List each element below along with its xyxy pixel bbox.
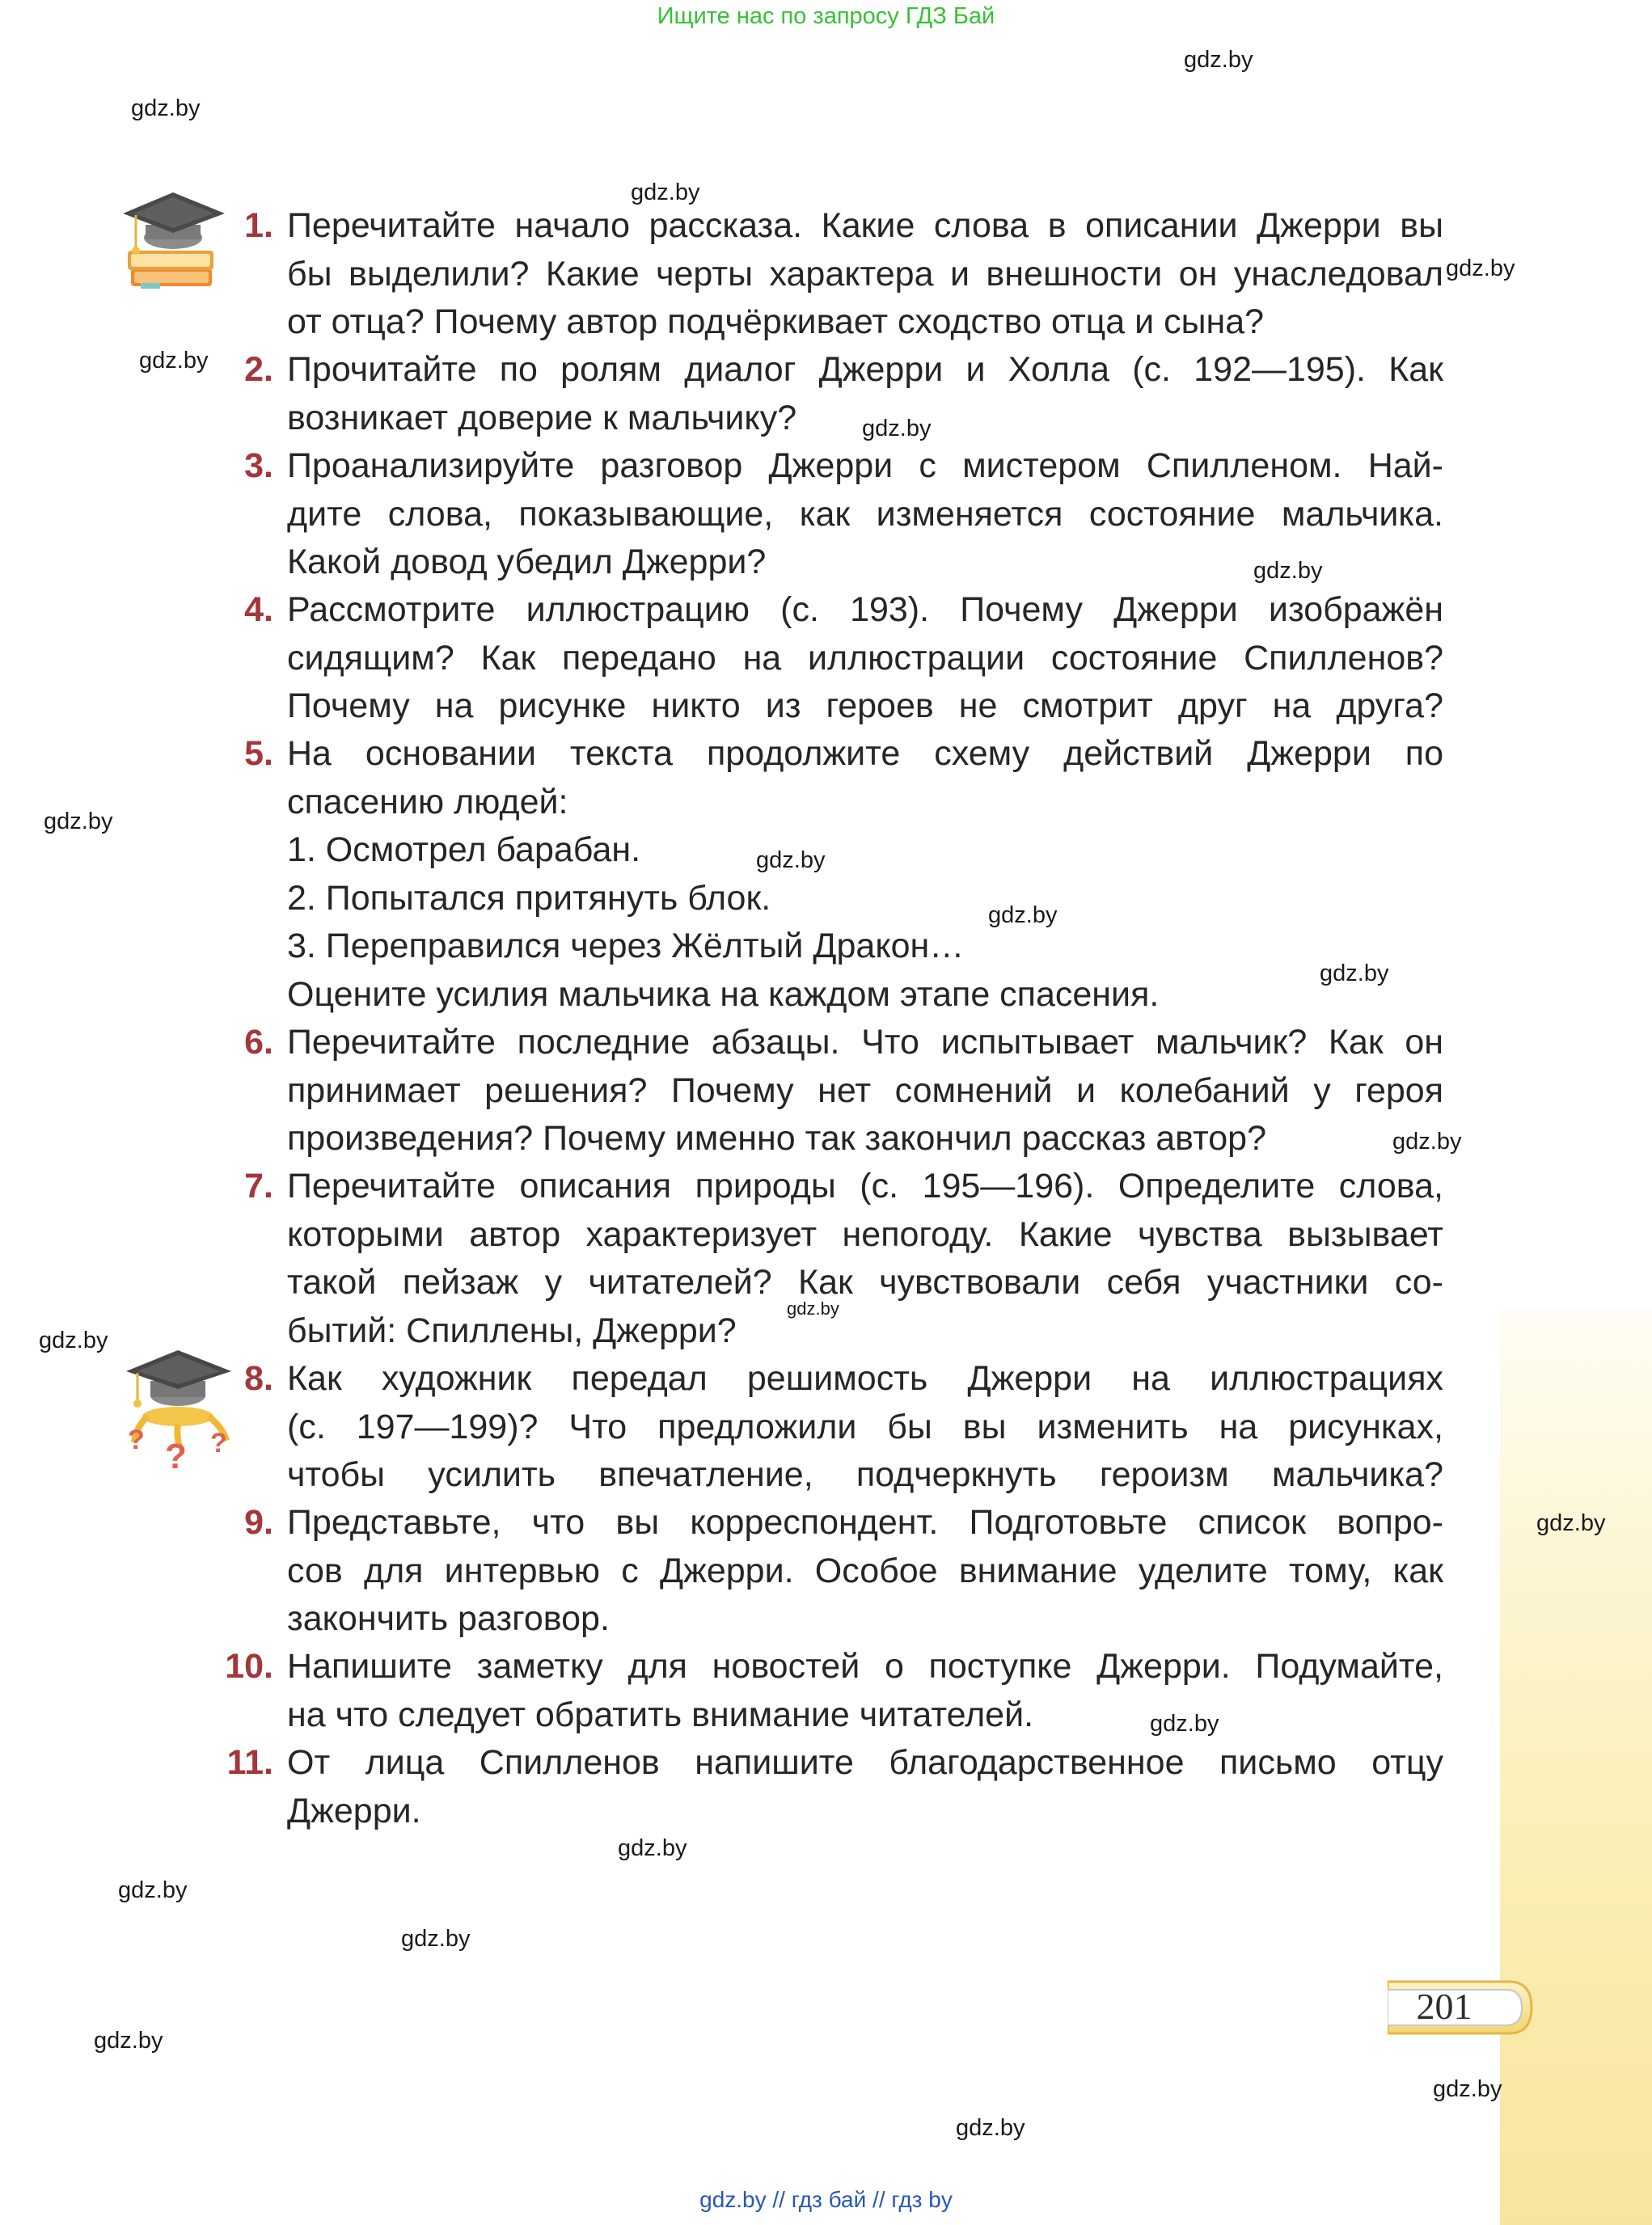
watermark: gdz.by xyxy=(94,2028,163,2054)
question-text: Как художник передал решимость Джерри на иллюстрациях (с. 197—199)? Что предложили бы вы изменить на рисунках, чтобы усилить впечатление, подчеркнуть героизм мальчика? xyxy=(287,1359,1443,1494)
question-number: 1. xyxy=(244,206,273,245)
question-text: Напишите заметку для новостей о поступке Джерри. Подумайте, на что следует обратить внимание читателей. xyxy=(287,1647,1443,1734)
watermark: gdz.by xyxy=(39,1328,108,1353)
question-number: 6. xyxy=(244,1023,273,1062)
watermark: gdz.by xyxy=(787,1298,839,1319)
page-number: 201 xyxy=(1416,1986,1472,2027)
watermark: gdz.by xyxy=(618,1835,687,1861)
watermark: gdz.by xyxy=(756,847,826,873)
watermark: gdz.by xyxy=(1253,558,1323,584)
watermark: gdz.by xyxy=(956,2115,1025,2141)
question-text: Рассмотрите иллюстрацию (с. 193). Почему Джерри изображён сидящим? Как передано на иллюстрации состояние Спилленов? Почему на рисунке никто из героев не смотрит друг на друга? xyxy=(287,590,1443,725)
question-number: 9. xyxy=(244,1503,273,1542)
watermark: gdz.by xyxy=(862,416,932,441)
watermark: gdz.by xyxy=(139,348,209,374)
question-text: Перечитайте последние абзацы. Что испытывает мальчик? Как он принимает решения? Почему нет сомнений и колебаний у героя произведения? Почему именно так закончил рассказ автор? xyxy=(287,1023,1443,1158)
question-text: Проанализируйте разговор Джерри с мистером Спилленом. Най- дите слова, показывающие, как изменяется состояние мальчика. Какой довод убедил Джерри? xyxy=(287,446,1443,581)
question-text: Перечитайте описания природы (с. 195—196). Определите слова, которыми автор характеризует непогоду. Какие чувства вызывает такой пейзаж у читателей? Как чувствовали себя участники со- бытий: Спиллены, Джерри? xyxy=(287,1167,1443,1350)
svg-text:?: ? xyxy=(128,1425,145,1455)
watermark: gdz.by xyxy=(1184,47,1253,73)
question-number: 8. xyxy=(244,1359,273,1398)
watermark: gdz.by xyxy=(1536,1510,1606,1536)
watermark: gdz.by xyxy=(44,809,113,834)
footer-links[interactable]: gdz.by // гдз бай // гдз by xyxy=(699,2187,953,2212)
svg-text:?: ? xyxy=(165,1437,187,1468)
question-text: От лица Спилленов напишите благодарственное письмо отцу Джерри. xyxy=(287,1743,1443,1830)
watermark: gdz.by xyxy=(1433,2076,1502,2102)
watermark: gdz.by xyxy=(1446,255,1515,281)
watermark: gdz.by xyxy=(1150,1711,1219,1737)
watermark: gdz.by xyxy=(118,1877,188,1903)
question-number: 2. xyxy=(244,350,273,389)
question-number: 7. xyxy=(244,1167,273,1205)
side-decor-band xyxy=(1500,1310,1652,2225)
question-number: 10. xyxy=(225,1647,273,1686)
question-number: 5. xyxy=(244,734,273,773)
question-text: Представьте, что вы корреспондент. Подготовьте список вопро- сов для интервью с Джерри. Особое внимание уделите тому, как закончить разговор. xyxy=(287,1503,1443,1638)
watermark: gdz.by xyxy=(1392,1129,1462,1155)
top-banner[interactable]: Ищите нас по запросу ГДЗ Бай xyxy=(657,3,995,29)
question-text: На основании текста продолжите схему действий Джерри по спасению людей: 1. Осмотрел барабан. 2. Попытался притянуть блок. 3. Переправился через Жёлтый Дракон… Оцените усилия мальчика на каждом этапе спасения. xyxy=(287,734,1443,1014)
watermark: gdz.by xyxy=(1320,961,1389,986)
watermark: gdz.by xyxy=(131,95,201,121)
question-text: Перечитайте начало рассказа. Какие слова в описании Джерри вы бы выделили? Какие черты характера и внешности он унаследовал от отца? Почему автор подчёркивает сходство отца и сына? xyxy=(287,206,1443,341)
watermark: gdz.by xyxy=(988,902,1058,928)
question-number: 11. xyxy=(226,1743,273,1782)
watermark: gdz.by xyxy=(401,1926,471,1952)
question-number: 4. xyxy=(244,590,273,629)
svg-text:?: ? xyxy=(210,1428,227,1459)
watermark: gdz.by xyxy=(631,179,700,205)
question-number: 3. xyxy=(244,446,273,485)
question-text: Прочитайте по ролям диалог Джерри и Холла (с. 192—195). Как возникает доверие к мальчику? xyxy=(287,350,1443,437)
